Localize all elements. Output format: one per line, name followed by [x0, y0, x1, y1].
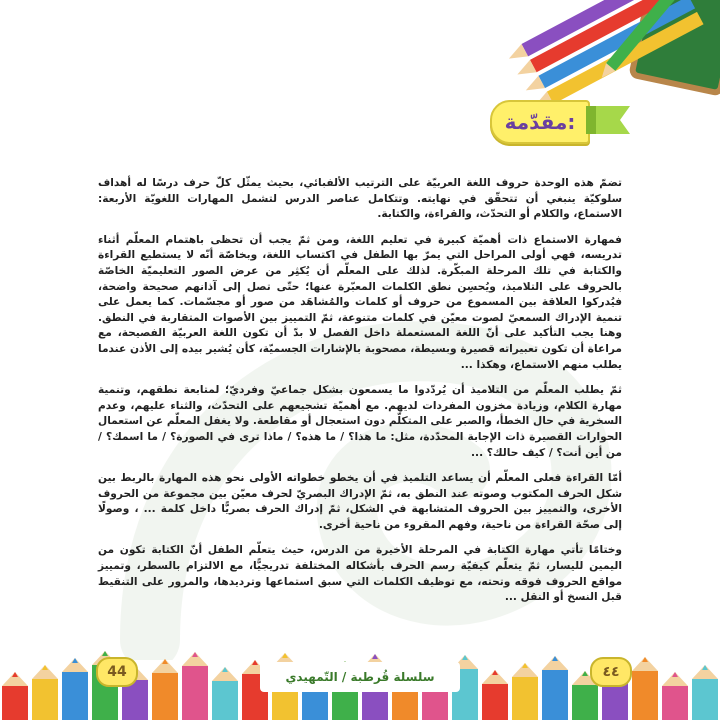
heading-ribbon-icon [586, 106, 630, 134]
footer-pencil [182, 666, 208, 720]
footer-pencil [692, 679, 718, 720]
page-number-arabic: ٤٤ [590, 657, 632, 687]
paragraph-listening: فمهارة الاستماع ذات أهميّة كبيرة في تعليم اللغة، ومن ثمّ يجب أن تحظى باهتمام المعلّم أثناء تدريسه، فهي أولى المراحل التي يمرّ بها الطفل في اكتساب اللغة، وبخاصّة أنّه لا يستطيع القراءة والكتابة في تلك المرحلة المبكّرة. لذلك على المعلّم أن يُكثِر من عرض الصور التعليميّة الخاصّة بالحروف على التلاميذ، ويُحسِن نطق الكلمات المعبّرة عنها؛ حتّى تصل إلى آذانهم صحيحة واضحة، فيُدركوا العلاقة بين المسموع من حروف أو كلمات والمُشاهَد من صور أو مجسّمات. كما يعمل على تنمية الإدراك السمعيّ لصوت معيّن في كلمات متنوعة، ثمّ التمييز بين الأصوات المتقاربة في النطق. وهنا يجب التأكيد على أنّ اللغة المستعملة داخل الفصل لا بدّ أن تكون اللغة العربيّة الفصيحة، مع مراعاة أن تكون تعبيراته قصيرة وبسيطة، مصحوبة بالإشارات الجسميّة، كأن يُشير بيده إلى الأذن عندما يطلب منهم الاستماع، وهكذا ... [98, 233, 622, 371]
footer-pencil [212, 681, 238, 720]
footer-pencil [662, 686, 688, 720]
footer-pencil [632, 671, 658, 720]
page-number-latin: 44 [96, 657, 138, 687]
footer-pencil [62, 672, 88, 720]
footer-pencil [32, 679, 58, 720]
pencils-decoration [490, 0, 720, 100]
section-heading [490, 100, 590, 144]
footer-pencil [482, 684, 508, 720]
footer-pencil [152, 673, 178, 720]
footer-pencil [572, 685, 598, 720]
paragraph-intro: تضمّ هذه الوحدة حروف اللغة العربيّة على الترتيب الألفبائي، بحيث يمثّل كلّ حرف درسًا له أهداف سلوكيّة ينبغي أن تتحقّق في نهايته. وتتكامل عناصر الدرس لتشمل المهارات اللغويّة الأربعة: الاستماع، والكلام أو التحدّث، والقراءة، والكتابة. [98, 177, 622, 221]
footer-pencil [512, 677, 538, 720]
paragraph-writing: وختامًا تأتي مهارة الكتابة في المرحلة الأخيرة من الدرس، حيث يتعلّم الطفل أنّ الكتابة تكون من اليمين لليسار، ثمّ يتعلّم كيفيّة رسم الحرف بأشكاله المختلفة تدريجيًّا، مع الالتزام بالسطر، وتمييز مواقع الحروف فوقه وتحته، مع توظيف الكلمات التي سبق استماعها وترديدها، والمرور على التنقيط قبل النسخ أو النقل ... [98, 544, 622, 604]
body-text [98, 176, 622, 616]
section-heading-text: مقدّمة: [504, 110, 576, 134]
footer-pencil [542, 670, 568, 720]
series-title: سلسلة قُرطبة / التّمهيدي [260, 662, 460, 692]
paragraph-speaking: ثمّ يطلب المعلّم من التلاميذ أن يُردّدوا ما يسمعون بشكل جماعيّ وفرديّ؛ لمتابعة نطقهم، وتنمية مهارة الكلام، وزيادة مخزون المفردات لديهم. مع أهميّة تشجيعهم على التحدّث، والثناء عليهم، وعدم السخرية في حال الخطأ، والصبر على المتكلّم دون استعجال أو مقاطعة. ولا يغفل المعلّم عن استعمال الحوارات القصيرة ذات الإجابة المحدّدة، مثل: ما هذا؟ / ما هذه؟ / ماذا ترى في الصورة؟ / ما اسمك؟ / من أين أنت؟ / كيف حالك؟ ... [98, 384, 622, 459]
paragraph-reading: أمّا القراءة فعلى المعلّم أن يساعد التلميذ في أن يخطو خطواته الأولى نحو هذه المهارة بالربط بين شكل الحرف المكتوب وصوته عند النطق به، ثمّ الإدراك البصريّ لحرف معيّن بين مجموعة من الحروف الأخرى، والتمييز بين الحروف المتشابهة في الشكل، ثمّ إدراك الحرف بصريًّا داخل كلمة ... ، وصولًا إلى صحّة القراءة من ناحية، وفهم المقروء من ناحية أخرى. [98, 472, 622, 531]
footer-pencil [2, 686, 28, 720]
